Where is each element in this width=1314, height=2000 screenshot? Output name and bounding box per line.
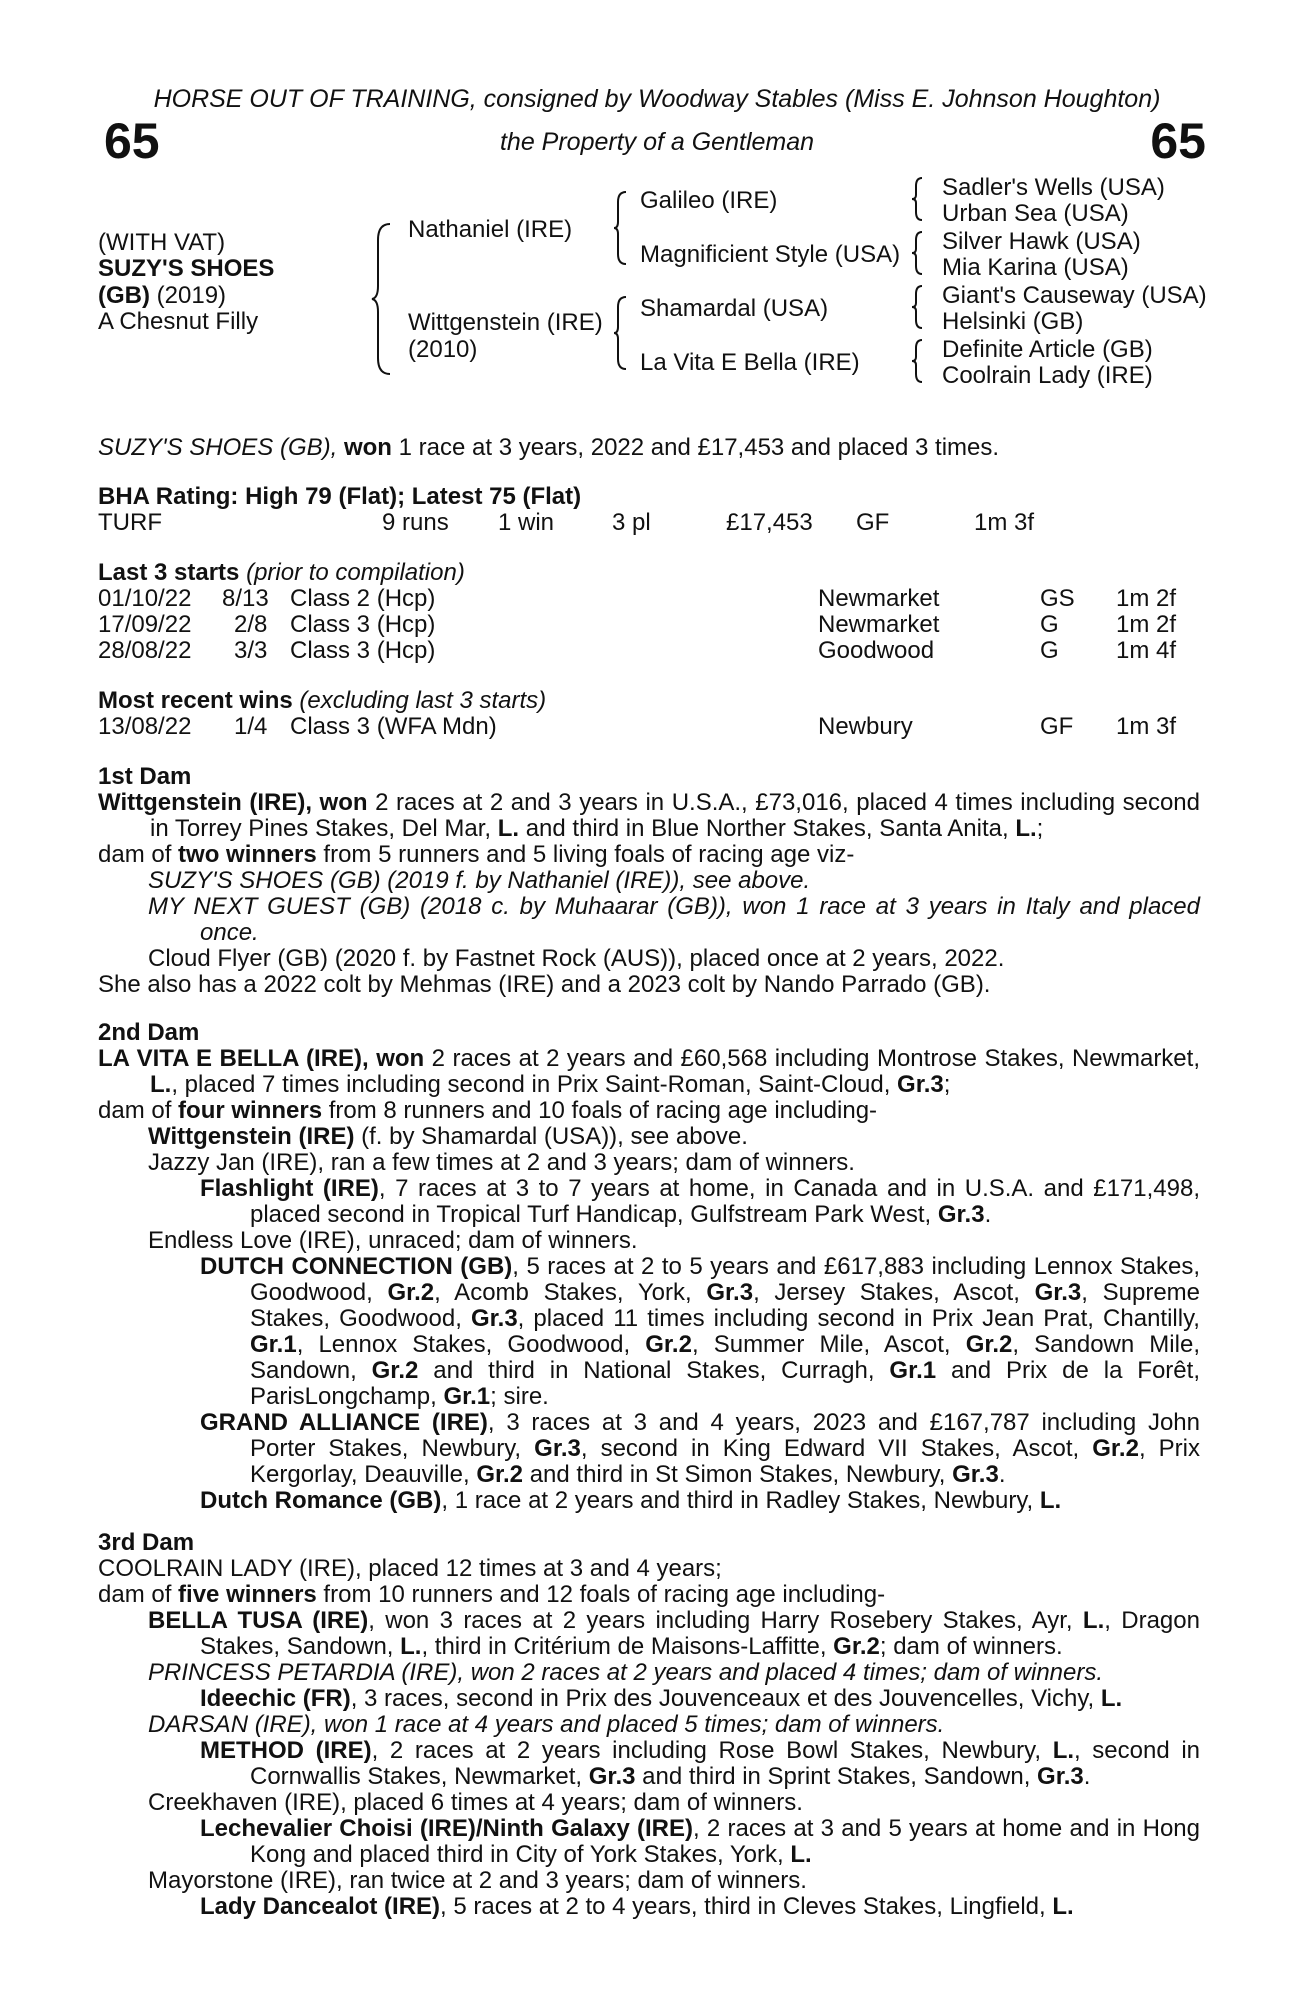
start-distance: 1m 2f (1116, 611, 1177, 638)
horse-country-year (98, 283, 226, 309)
summary-won: won (343, 434, 392, 461)
summary-rest: 1 race at 3 years, 2022 and £17,453 and placed 3 times. (398, 434, 1000, 461)
pedigree-brace-g4 (910, 338, 926, 384)
start-going: G (1040, 637, 1059, 664)
pedigree-g3: Silver Hawk (USA) (942, 228, 1141, 255)
lot-number-left: 65 (104, 113, 160, 169)
consignment-line: HORSE OUT OF TRAINING, consigned by Woodway Stables (Miss E. Johnson Houghton) (153, 85, 1161, 113)
third-dam-foal-5: Mayorstone (IRE), ran twice at 2 and 3 years; dam of winners. (148, 1867, 807, 1894)
second-dam-grandfoal-3: GRAND ALLIANCE (IRE), 3 races at 3 and 4 years, 2023 and £167,787 including John Porter Stakes, Newbury, Gr.3, second in King Edward VII Stakes, Ascot, Gr.2, Prix Kergorlay, Deauville, Gr.2 and third in St Simon Stakes, Newbury, Gr.3. (200, 1409, 1200, 1488)
first-dam-foal-3: Cloud Flyer (GB) (2020 f. by Fastnet Rock (AUS)), placed once at 2 years, 2022. (148, 945, 1005, 972)
second-dam-section (98, 1020, 1200, 1514)
third-dam-record: COOLRAIN LADY (IRE), placed 12 times at 3 and 4 years; (98, 1555, 722, 1582)
win-distance: 1m 3f (1116, 713, 1177, 740)
win-position: 1/4 (234, 713, 268, 740)
third-dam-foal-1: BELLA TUSA (IRE), won 3 races at 2 years including Harry Rosebery Stakes, Ayr, L., Dragon Stakes, Sandown, L., third in Critérium de Maisons-Laffitte, Gr.2; dam of winners. (148, 1607, 1200, 1660)
pedigree-brace-g1 (910, 176, 926, 222)
second-dam-grandfoal-2: DUTCH CONNECTION (GB), 5 races at 2 to 5 years and £617,883 including Lennox Stakes, Goodwood, Gr.2, Acomb Stakes, York, Gr.3, Jersey Stakes, Ascot, Gr.3, Supreme Stakes, Goodwood, Gr.3, placed 11 times including second in Prix Jean Prat, Chantilly, Gr.1, Lennox Stakes, Goodwood, Gr.2, Summer Mile, Ascot, Gr.2, Sandown Mile, Sandown, Gr.2 and third in National Stakes, Curragh, Gr.1 and Prix de la Forêt, ParisLongchamp, Gr.1; sire. (200, 1253, 1201, 1410)
first-dam-note: She also has a 2022 colt by Mehmas (IRE) and a 2023 colt by Nando Parrado (GB). (98, 971, 991, 998)
first-dam-record: Wittgenstein (IRE), won 2 races at 2 and 3 years in U.S.A., £73,016, placed 4 times including second in Torrey Pines Stakes, Del Mar, L. and third in Blue Norther Stakes, Santa Anita, L.; (98, 789, 1200, 842)
win-class: Class 3 (WFA Mdn) (290, 713, 497, 740)
third-dam-grandfoal-2: METHOD (IRE), 2 races at 2 years including Rose Bowl Stakes, Newbury, L., second in Cornwallis Stakes, Newmarket, Gr.3 and third in Sprint Stakes, Sandown, Gr.3. (200, 1737, 1201, 1790)
rating-going: GF (856, 509, 890, 536)
third-dam-foal-3: DARSAN (IRE), won 1 race at 4 years and placed 5 times; dam of winners. (148, 1711, 945, 1738)
pedigree-sire: Nathaniel (IRE) (408, 216, 573, 243)
start-date: 17/09/22 (98, 611, 192, 638)
second-dam-foal-2: Jazzy Jan (IRE), ran a few times at 2 and 3 years; dam of winners. (148, 1149, 855, 1176)
vat-note: (WITH VAT) (98, 229, 226, 256)
start-position: 3/3 (234, 637, 268, 664)
first-dam-section (98, 764, 1200, 998)
start-going: GS (1040, 585, 1075, 612)
third-dam-grandfoal-3: Lechevalier Choisi (IRE)/Ninth Galaxy (IRE), 2 races at 3 and 5 years at home and in Hong Kong and placed third in City of York Stakes, York, L. (200, 1815, 1201, 1868)
last-starts-title: Last 3 starts (98, 559, 240, 586)
start-course: Goodwood (818, 637, 935, 664)
rating-heading: BHA Rating: High 79 (Flat); Latest 75 (Flat) (98, 483, 582, 510)
pedigree-dam-sire: Shamardal (USA) (640, 295, 829, 322)
recent-wins-title: Most recent wins (98, 687, 293, 714)
rating-distance: 1m 3f (974, 509, 1035, 536)
pedigree-g5: Giant's Causeway (USA) (942, 282, 1207, 309)
pedigree-brace-dam (612, 295, 630, 371)
first-dam-foal-1: SUZY'S SHOES (GB) (2019 f. by Nathaniel (IRE)), see above. (148, 867, 811, 894)
third-dam-foal-4: Creekhaven (IRE), placed 6 times at 4 years; dam of winners. (148, 1789, 803, 1816)
lot-number-right: 65 (1150, 113, 1206, 169)
pedigree-dam-year: (2010) (408, 336, 478, 363)
start-position: 8/13 (222, 585, 269, 612)
recent-wins-note: (excluding last 3 starts) (299, 687, 547, 714)
last-starts-heading (98, 560, 465, 586)
pedigree-g6: Helsinki (GB) (942, 308, 1084, 335)
rating-runs: 9 runs (382, 509, 449, 536)
start-going: G (1040, 611, 1059, 638)
horse-country: (GB) (98, 282, 150, 309)
start-class: Class 2 (Hcp) (290, 585, 436, 612)
pedigree-g4: Mia Karina (USA) (942, 254, 1129, 281)
second-dam-foal-3: Endless Love (IRE), unraced; dam of winners. (148, 1227, 638, 1254)
pedigree-dam-dam: La Vita E Bella (IRE) (640, 349, 860, 376)
start-class: Class 3 (Hcp) (290, 637, 436, 664)
pedigree-brace-sire (612, 190, 630, 266)
third-dam-heading: 3rd Dam (98, 1529, 195, 1556)
pedigree-brace-g2 (910, 230, 926, 276)
race-summary (98, 435, 999, 461)
start-distance: 1m 2f (1116, 585, 1177, 612)
property-line: the Property of a Gentleman (499, 128, 815, 156)
third-dam-section (98, 1530, 1200, 1920)
win-going: GF (1040, 713, 1074, 740)
second-dam-grandfoal-1: Flashlight (IRE), 7 races at 3 to 7 years at home, in Canada and in U.S.A. and £171,498, placed second in Tropical Turf Handicap, Gulfstream Park West, Gr.3. (200, 1175, 1200, 1228)
start-class: Class 3 (Hcp) (290, 611, 436, 638)
second-dam-heading: 2nd Dam (98, 1019, 200, 1046)
rating-wins: 1 win (498, 509, 555, 536)
pedigree-dam: Wittgenstein (IRE) (408, 309, 603, 336)
third-dam-grandfoal-4: Lady Dancealot (IRE), 5 races at 2 to 4 years, third in Cleves Stakes, Lingfield, L. (200, 1893, 1074, 1920)
win-date: 13/08/22 (98, 713, 192, 740)
rating-earnings: £17,453 (726, 509, 813, 536)
start-course: Newmarket (818, 611, 940, 638)
second-dam-produce: dam of four winners from 8 runners and 10 foals of racing age including- (98, 1097, 878, 1124)
recent-wins-heading (98, 688, 546, 714)
rating-placed: 3 pl (612, 509, 651, 536)
pedigree-sire-sire: Galileo (IRE) (640, 187, 778, 214)
second-dam-foal-1: Wittgenstein (IRE) (f. by Shamardal (USA)), see above. (148, 1123, 748, 1150)
pedigree-brace-g3 (910, 284, 926, 330)
first-dam-foal-2: MY NEXT GUEST (GB) (2018 c. by Muhaarar (GB)), won 1 race at 3 years in Italy and placed once. (148, 893, 1200, 946)
horse-description: A Chesnut Filly (98, 308, 259, 335)
second-dam-record: LA VITA E BELLA (IRE), won 2 races at 2 years and £60,568 including Montrose Stakes, Newmarket, L., placed 7 times including second in Prix Saint-Roman, Saint-Cloud, Gr.3; (98, 1045, 1200, 1098)
win-course: Newbury (818, 713, 913, 740)
first-dam-heading: 1st Dam (98, 763, 192, 790)
start-position: 2/8 (234, 611, 268, 638)
summary-name: SUZY'S SHOES (GB), (98, 434, 338, 461)
first-dam-produce: dam of two winners from 5 runners and 5 living foals of racing age viz- (98, 841, 855, 868)
start-date: 28/08/22 (98, 637, 192, 664)
third-dam-foal-2: PRINCESS PETARDIA (IRE), won 2 races at 2 years and placed 4 times; dam of winners. (148, 1659, 1104, 1686)
rating-surface: TURF (98, 509, 162, 536)
horse-name: SUZY'S SHOES (98, 255, 275, 282)
third-dam-grandfoal-1: Ideechic (FR), 3 races, second in Prix des Jouvenceaux et des Jouvencelles, Vichy, L. (200, 1685, 1123, 1712)
pedigree-g7: Definite Article (GB) (942, 336, 1153, 363)
third-dam-produce: dam of five winners from 10 runners and 12 foals of racing age including- (98, 1581, 886, 1608)
start-distance: 1m 4f (1116, 637, 1177, 664)
pedigree-brace-main (370, 222, 394, 376)
start-date: 01/10/22 (98, 585, 192, 612)
start-course: Newmarket (818, 585, 940, 612)
pedigree-g8: Coolrain Lady (IRE) (942, 362, 1153, 389)
second-dam-grandfoal-4: Dutch Romance (GB), 1 race at 2 years and third in Radley Stakes, Newbury, L. (200, 1487, 1062, 1514)
horse-year: (2019) (156, 282, 227, 309)
pedigree-g2: Urban Sea (USA) (942, 200, 1129, 227)
last-starts-note: (prior to compilation) (246, 559, 465, 586)
pedigree-g1: Sadler's Wells (USA) (942, 174, 1165, 201)
pedigree-sire-dam: Magnificient Style (USA) (640, 241, 901, 268)
